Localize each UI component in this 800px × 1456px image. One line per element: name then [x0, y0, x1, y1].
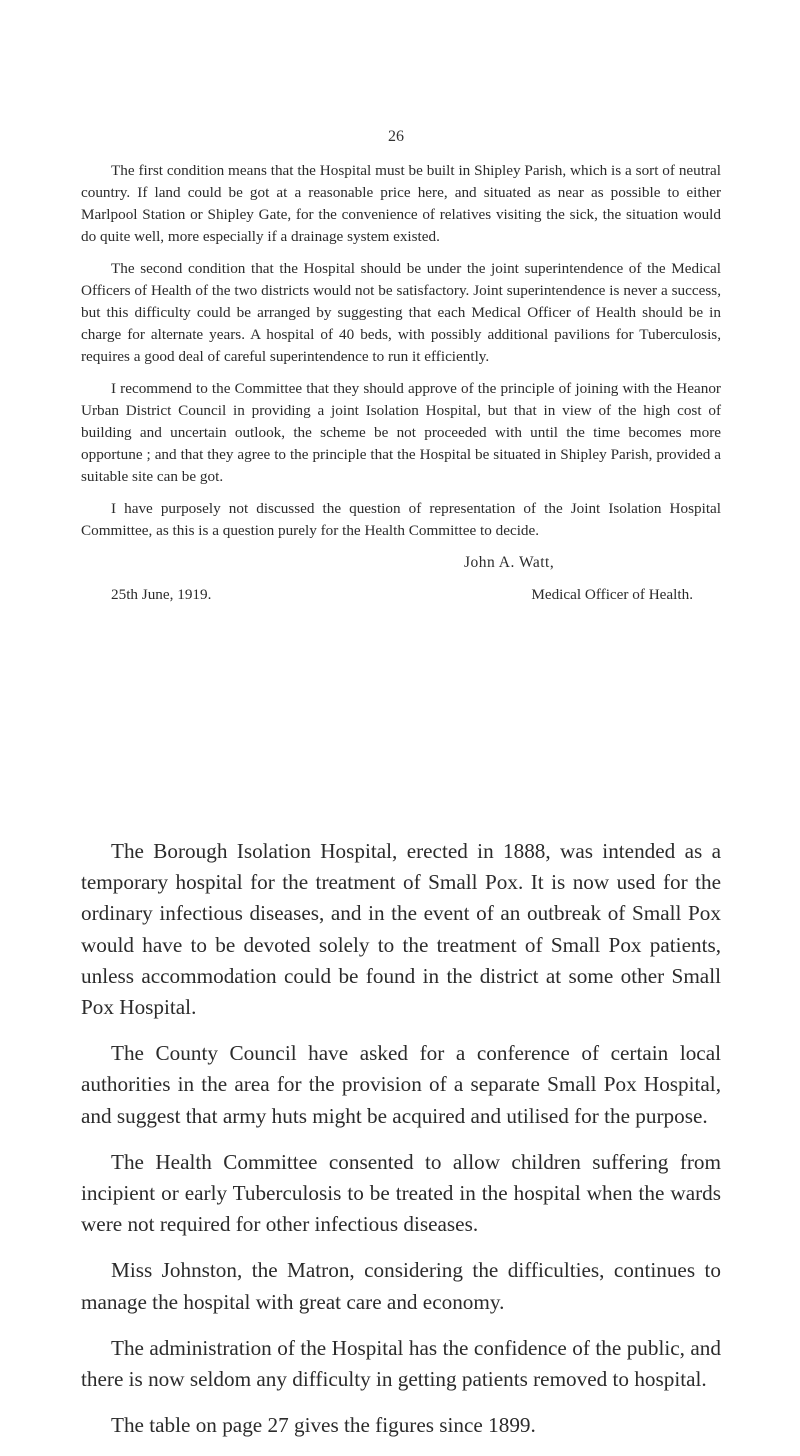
report-paragraph: I have purposely not discussed the question of representation of the Joint Isolation Hospital Committee, as this is a question purely for the Health Committee to decide. — [81, 500, 721, 539]
signature-date: 25th June, 1919. — [111, 586, 212, 603]
page-number: 26 — [388, 128, 404, 145]
narrative-paragraph: The County Council have asked for a conference of certain local authorities in the area for the provision of a separate Small Pox Hospital, and suggest that army huts might be acquired and utilised for the purpose. — [81, 1041, 721, 1128]
isolation-hospital-narrative — [81, 836, 721, 1456]
narrative-paragraph: The Borough Isolation Hospital, erected in 1888, was intended as a temporary hospital for the treatment of Small Pox. It is now used for the ordinary infectious diseases, and in the event of an outbreak of Small Pox would have to be devoted solely to the treatment of Small Pox patients, unless accommodation could be found in the district at some other Small Pox Hospital. — [81, 839, 721, 1020]
signature-title: Medical Officer of Health. — [531, 586, 693, 603]
report-paragraph: I recommend to the Committee that they should approve of the principle of joining with the Heanor Urban District Council in providing a joint Isolation Hospital, but that in view of the high cost of building and uncertain outlook, the scheme be not proceeded with until the time becomes more opportune ; and that they agree to the principle that the Hospital be situated in Shipley Parish, provided a suitable site can be got. — [81, 380, 721, 485]
signature-name: John A. Watt, — [464, 554, 555, 571]
medical-officer-report — [81, 160, 721, 606]
report-paragraph: The first condition means that the Hospital must be built in Shipley Parish, which is a sort of neutral country. If land could be got at a reasonable price here, and situated as near as possible to either Marlpool Station or Shipley Gate, for the convenience of relatives visiting the sick, the situation would do quite well, more especially if a drainage system existed. — [81, 162, 721, 245]
narrative-paragraph: Miss Johnston, the Matron, considering the difficulties, continues to manage the hospital with great care and economy. — [81, 1258, 721, 1314]
report-paragraph: The second condition that the Hospital should be under the joint superintendence of the Medical Officers of Health of the two districts would not be satisfactory. Joint superintendence is never a success, but this difficulty could be arranged by suggesting that each Medical Officer of Health should be in charge for alternate years. A hospital of 40 beds, with possibly additional pavilions for Tuberculosis, requires a good deal of careful superintendence to run it efficiently. — [81, 260, 721, 365]
narrative-paragraph: The Health Committee consented to allow children suffering from incipient or early Tuberculosis to be treated in the hospital when the wards were not required for other infectious diseases. — [81, 1149, 721, 1237]
signature-line — [81, 584, 721, 606]
narrative-paragraph: The table on page 27 gives the figures since 1899. — [111, 1413, 536, 1438]
narrative-paragraph: The administration of the Hospital has the confidence of the public, and there is now seldom any difficulty in getting patients removed to hospital. — [81, 1335, 721, 1392]
signature-block — [81, 552, 721, 606]
